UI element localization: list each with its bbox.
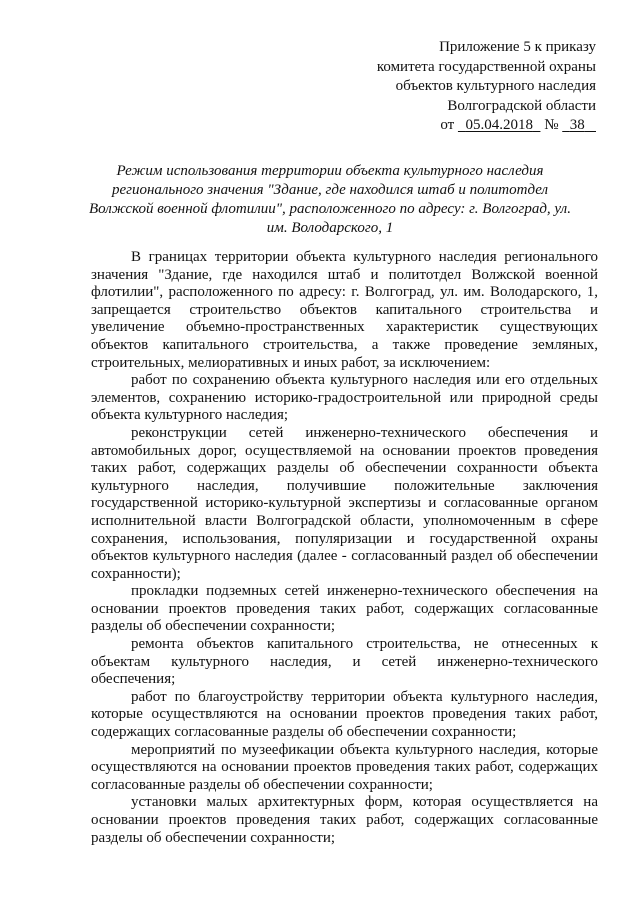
order-number: 38	[569, 117, 585, 133]
number-prefix: №	[544, 117, 559, 133]
document-title: Режим использования территории объекта культурного наследия регионального значения "Здание, где находился штаб и политотдел Волжской военной флотилии", расположенного по адресу: г. Волгоград, ул. им. Володарского, 1	[89, 163, 571, 236]
committee-name-line2: объектов культурного наследия	[395, 78, 596, 94]
appendix-title: Приложение 5 к приказу	[439, 39, 596, 55]
list-item: работ по благоустройству территории объекта культурного наследия, которые осуществляются на основании проектов проведения таких работ, содержащих согласованные разделы об обеспечении сохранности;	[91, 688, 598, 741]
order-date-number	[320, 116, 596, 136]
date-prefix: от	[440, 117, 455, 133]
order-date: 05.04.2018	[465, 117, 533, 133]
committee-name-line1: комитета государственной охраны	[376, 58, 596, 75]
list-item: работ по сохранению объекта культурного наследия или его отдельных элементов, сохранению историко-градостроительной или природной среды объекта культурного наследия;	[91, 372, 598, 424]
region-name: Волгоградской области	[447, 97, 596, 114]
intro-paragraph: В границах территории объекта культурного наследия регионального значения "Здание, где находился штаб и политотдел Волжской военной флотилии", расположенного по адресу: г. Волгоград, ул. им. Володарского, 1, запрещается строительство объектов капитального строительства и увеличение объемно-пространственных характеристик существующих объектов капитального строительства, а также проведение земляных, строительных, мелиоративных и иных работ, за исключением:	[91, 249, 598, 371]
list-item: реконструкции сетей инженерно-технического обеспечения и автомобильных дорог, осуществляемой на основании проектов проведения таких работ, содержащих разделы об обеспечении сохранности объекта культурного наследия, получившие положительные заключения государственной историко-культурной экспертизы и согласованные органом исполнительной власти Волгоградской области, уполномоченным в сфере сохранения, использования, популяризации и государственной охраны объектов культурного наследия (далее - согласованный раздел об обеспечении сохранности);	[91, 424, 598, 582]
document-body	[91, 249, 598, 847]
appendix-header	[320, 38, 596, 136]
list-item: ремонта объектов капитального строительства, не отнесенных к объектам культурного наследия, и сетей инженерно-технического обеспечения;	[91, 636, 598, 688]
list-item: прокладки подземных сетей инженерно-технического обеспечения на основании проектов проведения таких работ, содержащих согласованные разделы об обеспечении сохранности;	[91, 583, 598, 635]
list-item: мероприятий по музеефикации объекта культурного наследия, которые осуществляются на основании проектов проведения таких работ, содержащих согласованные разделы об обеспечении сохранности;	[91, 741, 598, 793]
list-item: установки малых архитектурных форм, которая осуществляется на основании проектов проведения таких работ, содержащих согласованные разделы об обеспечении сохранности;	[91, 794, 598, 846]
